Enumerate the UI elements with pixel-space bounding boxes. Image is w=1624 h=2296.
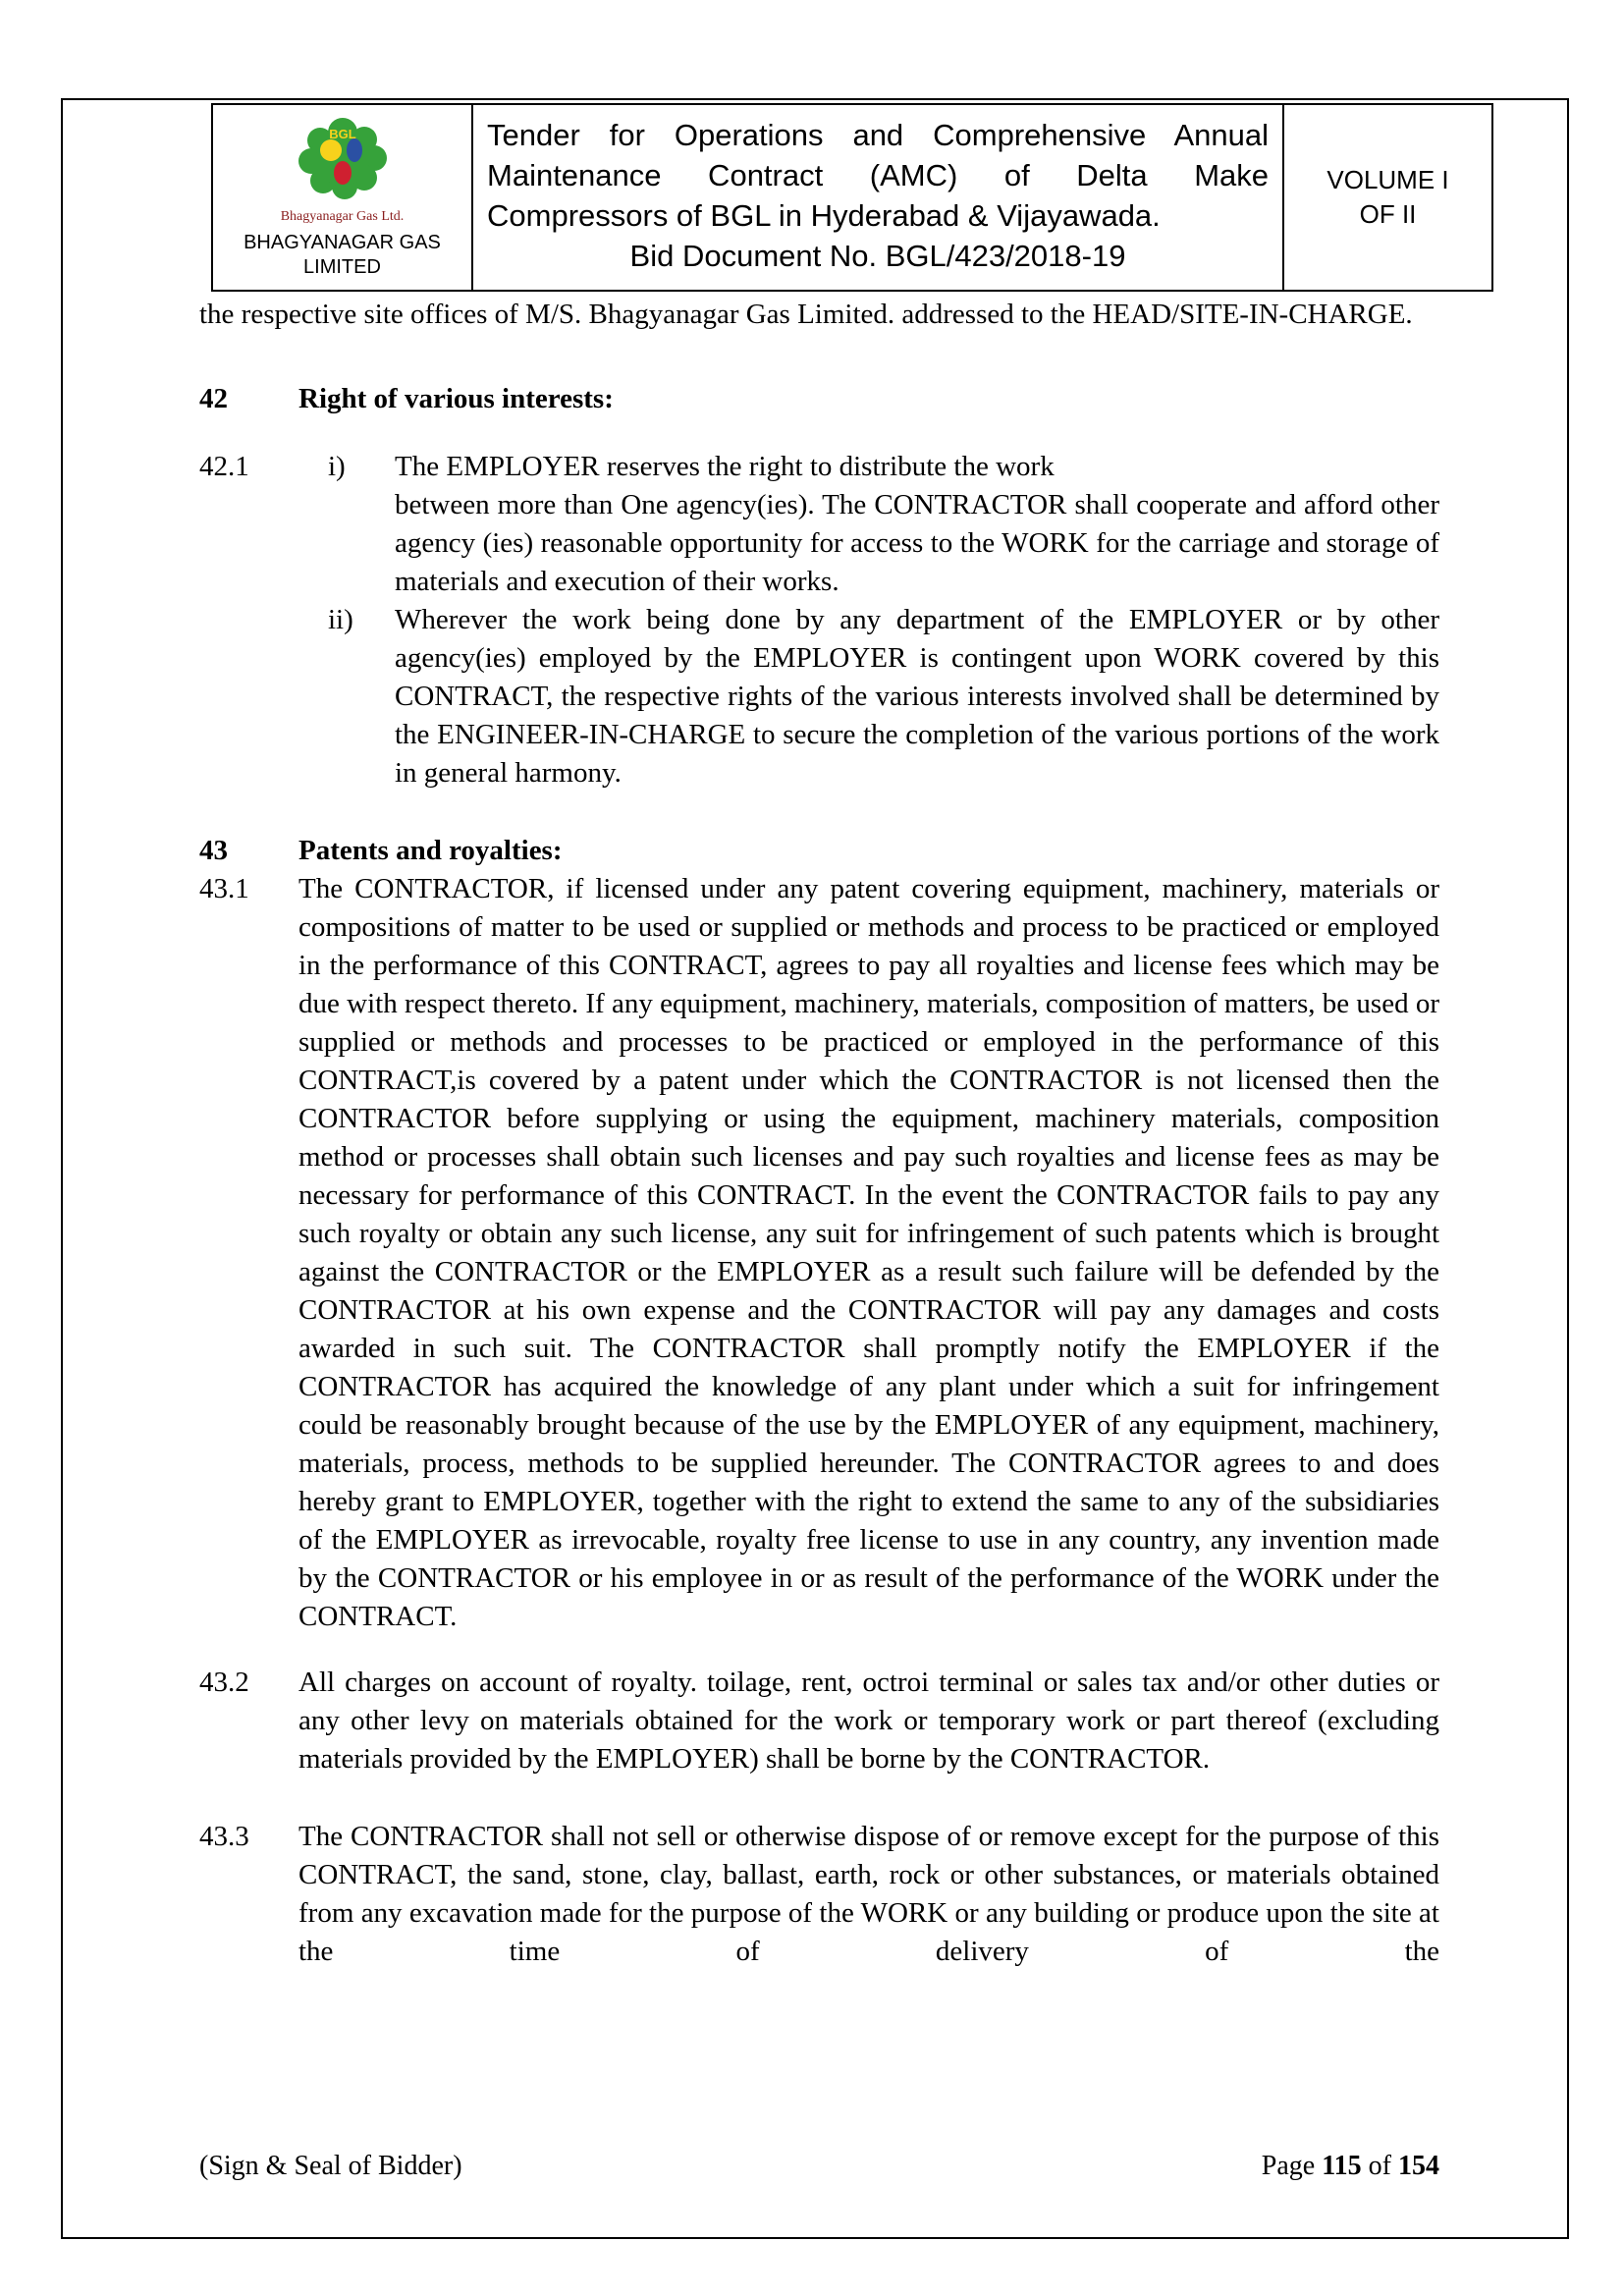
page-number xyxy=(1262,2149,1439,2184)
subitem-ii-text: Wherever the work being done by any department of the EMPLOYER or by other agency(ies) employed by the EMPLOYER is contingent upon WORK covered by this CONTRACT, the respective rights of the various interests involved shall be determined by the ENGINEER-IN-CHARGE to secure the completion of the various portions of the work in general harmony. xyxy=(395,604,1439,789)
tender-title-line-1: Tender for Operations and Comprehensive Annual xyxy=(487,118,1269,152)
page-current: 115 xyxy=(1322,2151,1362,2181)
document-body xyxy=(199,296,1439,1971)
clause-43-2-text: All charges on account of royalty. toilage, rent, octroi terminal or sales tax and/or other duties or any other levy on materials obtained for the work or temporary work or part thereof (excluding materials provided by the EMPLOYER) shall be borne by the CONTRACTOR. xyxy=(298,1667,1439,1775)
logo-brand-text: Bhagyanagar Gas Ltd. xyxy=(280,209,405,224)
bid-document-number: Bid Document No. BGL/423/2018-19 xyxy=(629,239,1126,273)
volume-cell xyxy=(1284,105,1491,290)
tender-title-cell xyxy=(473,105,1284,290)
bgl-logo-icon xyxy=(292,113,394,207)
section-43-heading: Patents and royalties: xyxy=(298,835,563,866)
page-total: 154 xyxy=(1398,2151,1439,2181)
tender-title-line-2: Maintenance Contract (AMC) of Delta Make xyxy=(487,158,1269,192)
subitem-i-first-line: The EMPLOYER reserves the right to distribute the work xyxy=(395,451,1055,482)
subitem-ii xyxy=(298,601,1439,793)
page-of-label: of xyxy=(1368,2151,1391,2181)
sign-seal-label: (Sign & Seal of Bidder) xyxy=(199,2151,462,2181)
section-42-heading-row xyxy=(199,380,1439,418)
subitem-ii-marker: ii) xyxy=(328,604,353,635)
clause-42-1-number: 42.1 xyxy=(199,451,249,482)
logo-yellow-dot xyxy=(320,139,342,161)
logo-red-drop xyxy=(334,161,352,185)
clause-43-3-number: 43.3 xyxy=(199,1821,249,1852)
section-42-heading: Right of various interests: xyxy=(298,383,614,414)
intro-paragraph: the respective site offices of M/S. Bhagyanagar Gas Limited. addressed to the HEAD/SITE-IN-CHARGE. xyxy=(199,299,1413,330)
logo-caption-line2: LIMITED xyxy=(303,256,381,278)
clause-43-2-number: 43.2 xyxy=(199,1667,249,1698)
section-43-number: 43 xyxy=(199,835,228,866)
logo-cell xyxy=(213,105,473,290)
header-table xyxy=(211,103,1493,292)
volume-line-1: VOLUME I xyxy=(1326,165,1449,194)
clause-43-3-text: The CONTRACTOR shall not sell or otherwise dispose of or remove except for the purpose of this CONTRACT, the sand, stone, clay, ballast, earth, rock or other substances, or materials obtained from any excavation made for the purpose of the WORK or any building or produce upon the site at the time of delivery of the xyxy=(298,1821,1439,1967)
clause-43-1 xyxy=(199,870,1439,1636)
clause-43-1-text: The CONTRACTOR, if licensed under any patent covering equipment, machinery, materials or compositions of matter to be used or supplied or methods and process to be practiced or employed in the performance of this CONTRACT, agrees to pay all royalties and license fees which may be due with respect thereto. If any equipment, machinery, materials, composition of matters, be used or supplied or methods and processes to be practiced or employed in the performance of this CONTRACT,is covered by a patent under which the CONTRACTOR is not licensed then the CONTRACTOR before supplying or using the equipment, machinery materials, composition method or processes shall obtain such licenses and pay such royalties and license fees as may be necessary for performance of this CONTRACT. In the event the CONTRACTOR fails to pay any such royalty or obtain any such license, any suit for infringement of such patents which is brought against the CONTRACTOR or the EMPLOYER as a result such failure will be defended by the CONTRACTOR at his own expense and the CONTRACTOR will pay any damages and costs awarded in such suit. The CONTRACTOR shall promptly notify the EMPLOYER if the CONTRACTOR has acquired the knowledge of any plant under which a suit for infringement could be reasonably brought because of the use by the EMPLOYER of any equipment, machinery, materials, process, methods to be supplied hereunder. The CONTRACTOR agrees to and does hereby grant to EMPLOYER, together with the right to extend the same to any of the subsidiaries of the EMPLOYER as irrevocable, royalty free license to use in any country, any invention made by the CONTRACTOR or his employee in or as result of the performance of the WORK under the CONTRACT. xyxy=(298,873,1439,1632)
clause-43-3 xyxy=(199,1818,1439,1971)
clause-43-1-number: 43.1 xyxy=(199,873,249,904)
logo-caption-line1: BHAGYANAGAR GAS xyxy=(244,232,441,253)
subitem-i xyxy=(298,448,1439,601)
tender-title-line-3: Compressors of BGL in Hyderabad & Vijayawada. xyxy=(487,198,1161,233)
subitem-i-text: between more than One agency(ies). The CONTRACTOR shall cooperate and afford other agency (ies) reasonable opportunity for access to the WORK for the carriage and storage of materials and execution of their works. xyxy=(395,489,1439,597)
section-43-heading-row xyxy=(199,832,1439,870)
volume-line-2: OF II xyxy=(1359,199,1417,229)
page-footer xyxy=(199,2149,1439,2184)
subitem-i-marker: i) xyxy=(328,451,346,482)
logo-monogram: BGL xyxy=(328,127,356,141)
section-42-number: 42 xyxy=(199,383,228,414)
logo-caption xyxy=(244,231,441,280)
clause-42-1 xyxy=(199,448,1439,793)
clause-43-2 xyxy=(199,1664,1439,1778)
page-label: Page xyxy=(1261,2151,1316,2181)
logo-blue-drop xyxy=(347,138,362,162)
